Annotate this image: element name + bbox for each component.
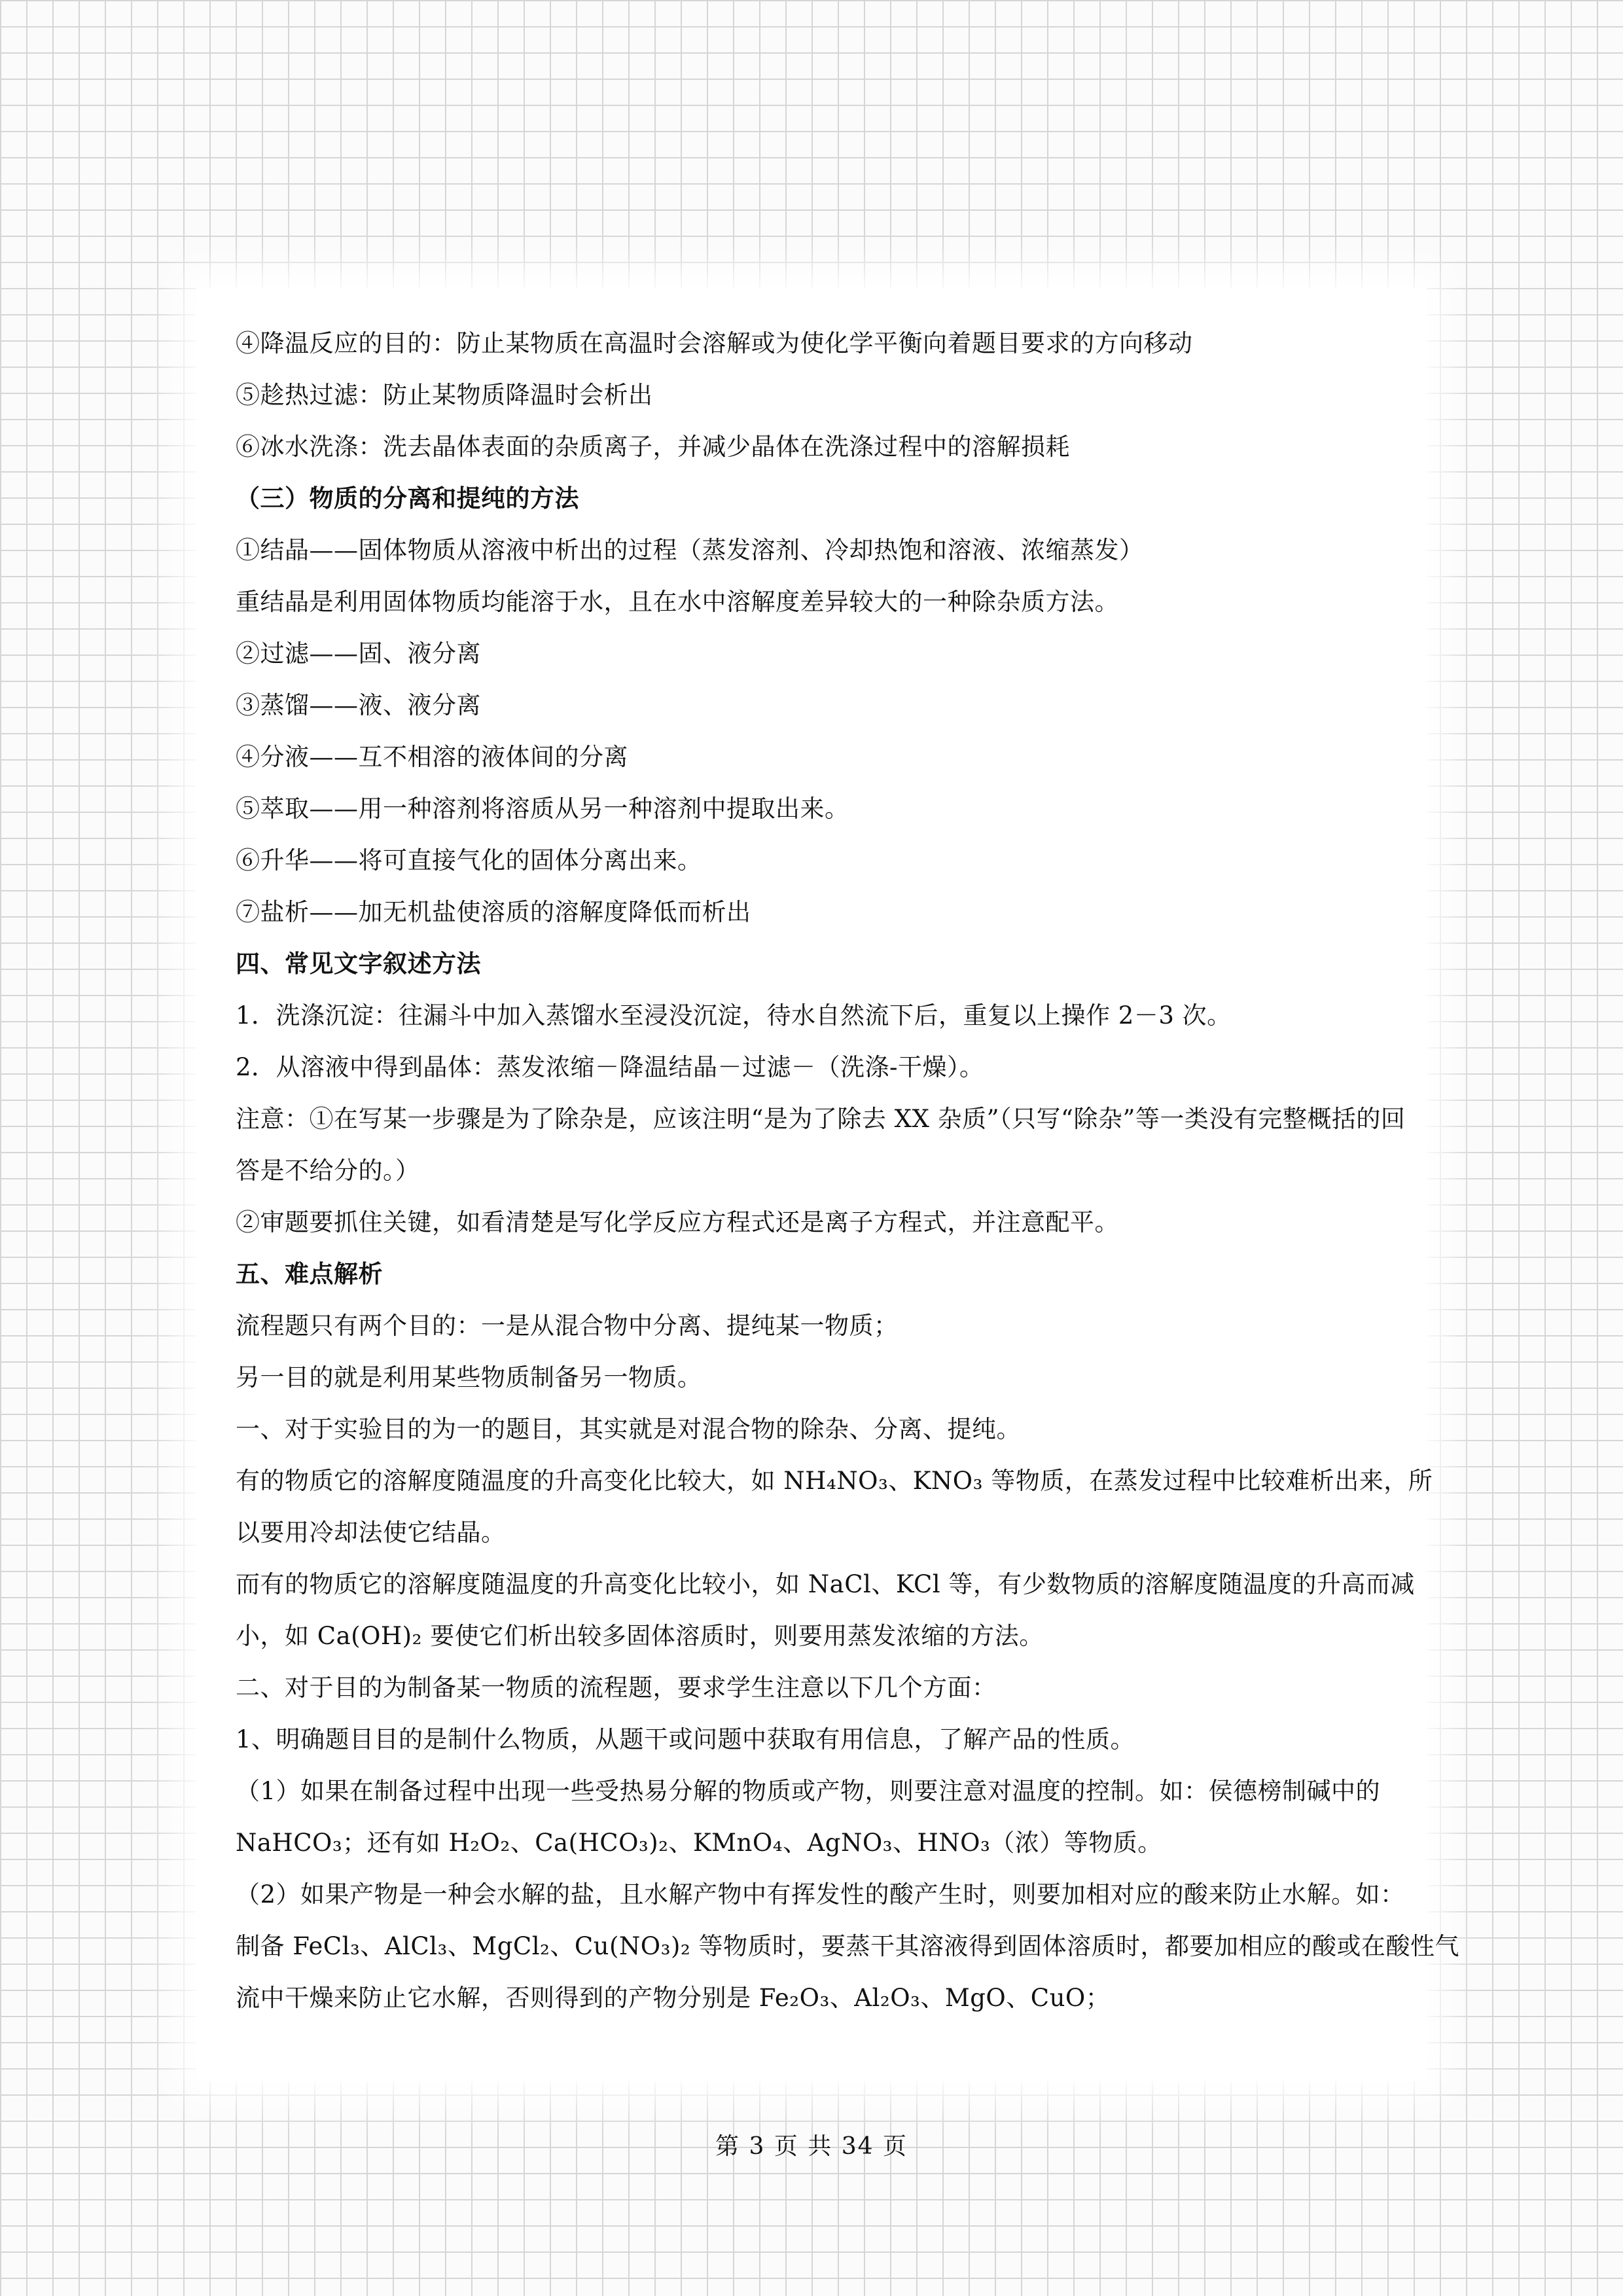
text-line: ⑥升华——将可直接气化的固体分离出来。 — [236, 846, 702, 874]
text-line: 以要用冷却法使它结晶。 — [236, 1518, 506, 1547]
text-line: ①结晶——固体物质从溶液中析出的过程（蒸发溶剂、冷却热饱和溶液、浓缩蒸发） — [236, 536, 1144, 564]
text-line: 二、对于目的为制备某一物质的流程题，要求学生注意以下几个方面： — [236, 1674, 997, 1702]
text-line: 小，如 Ca(OH)₂ 要使它们析出较多固体溶质时，则要用蒸发浓缩的方法。 — [236, 1622, 1044, 1650]
text-line: 制备 FeCl₃、AlCl₃、MgCl₂、Cu(NO₃)₂ 等物质时，要蒸干其溶液得到固体溶质时，都要加相应的酸或在酸性气 — [236, 1932, 1460, 1960]
section-heading: 四、常见文字叙述方法 — [236, 949, 481, 978]
text-line: （1）如果在制备过程中出现一些受热易分解的物质或产物，则要注意对温度的控制。如：侯德榜制碱中的 — [236, 1777, 1381, 1805]
document-body — [236, 317, 1460, 2024]
text-line: 有的物质它的溶解度随温度的升高变化比较大，如 NH₄NO₃、KNO₃ 等物质，在蒸发过程中比较难析出来，所 — [236, 1467, 1433, 1495]
text-line: ②审题要抓住关键，如看清楚是写化学反应方程式还是离子方程式，并注意配平。 — [236, 1208, 1119, 1236]
text-line: 而有的物质它的溶解度随温度的升高变化比较小，如 NaCl、KCl 等，有少数物质的溶解度随温度的升高而减 — [236, 1570, 1415, 1598]
text-line: 1、明确题目目的是制什么物质，从题干或问题中获取有用信息，了解产品的性质。 — [236, 1725, 1135, 1753]
text-line: 注意：①在写某一步骤是为了除杂是，应该注明“是为了除去 XX 杂质”（只写“除杂”等一类没有完整概括的回 — [236, 1105, 1406, 1133]
text-line: ⑥冰水洗涤：洗去晶体表面的杂质离子，并减少晶体在洗涤过程中的溶解损耗 — [236, 433, 1070, 461]
text-line: 2．从溶液中得到晶体：蒸发浓缩－降温结晶－过滤－（洗涤-干燥）。 — [236, 1053, 984, 1081]
text-line: ⑤萃取——用一种溶剂将溶质从另一种溶剂中提取出来。 — [236, 795, 849, 823]
section-heading: 五、难点解析 — [236, 1259, 383, 1288]
text-line: 重结晶是利用固体物质均能溶于水，且在水中溶解度差异较大的一种除杂质方法。 — [236, 588, 1119, 616]
text-line: ⑦盐析——加无机盐使溶质的溶解度降低而析出 — [236, 898, 751, 926]
text-line: NaHCO₃；还有如 H₂O₂、Ca(HCO₃)₂、KMnO₄、AgNO₃、HNO₃（浓）等物质。 — [236, 1829, 1162, 1857]
page-number-footer: 第 3 页 共 34 页 — [715, 2133, 908, 2160]
text-line: ④分液——互不相溶的液体间的分离 — [236, 743, 628, 771]
text-line: 一、对于实验目的为一的题目，其实就是对混合物的除杂、分离、提纯。 — [236, 1415, 1021, 1443]
text-line: ④降温反应的目的：防止某物质在高温时会溶解或为使化学平衡向着题目要求的方向移动 — [236, 329, 1193, 357]
text-line: ③蒸馏——液、液分离 — [236, 691, 481, 719]
text-line: 答是不给分的。） — [236, 1157, 420, 1185]
text-line: ⑤趁热过滤：防止某物质降温时会析出 — [236, 381, 653, 409]
text-line: 流程题只有两个目的：一是从混合物中分离、提纯某一物质； — [236, 1312, 899, 1340]
text-line: （2）如果产物是一种会水解的盐，且水解产物中有挥发性的酸产生时，则要加相对应的酸来防止水解。如： — [236, 1880, 1405, 1909]
text-line: 1．洗涤沉淀：往漏斗中加入蒸馏水至浸没沉淀，待水自然流下后，重复以上操作 2－3 次。 — [236, 1001, 1232, 1030]
text-line: 流中干燥来防止它水解，否则得到的产物分别是 Fe₂O₃、Al₂O₃、MgO、CuO； — [236, 1984, 1111, 2012]
text-line: 另一目的就是利用某些物质制备另一物质。 — [236, 1363, 702, 1391]
text-line: ②过滤——固、液分离 — [236, 639, 481, 668]
section-heading: （三）物质的分离和提纯的方法 — [236, 484, 579, 512]
